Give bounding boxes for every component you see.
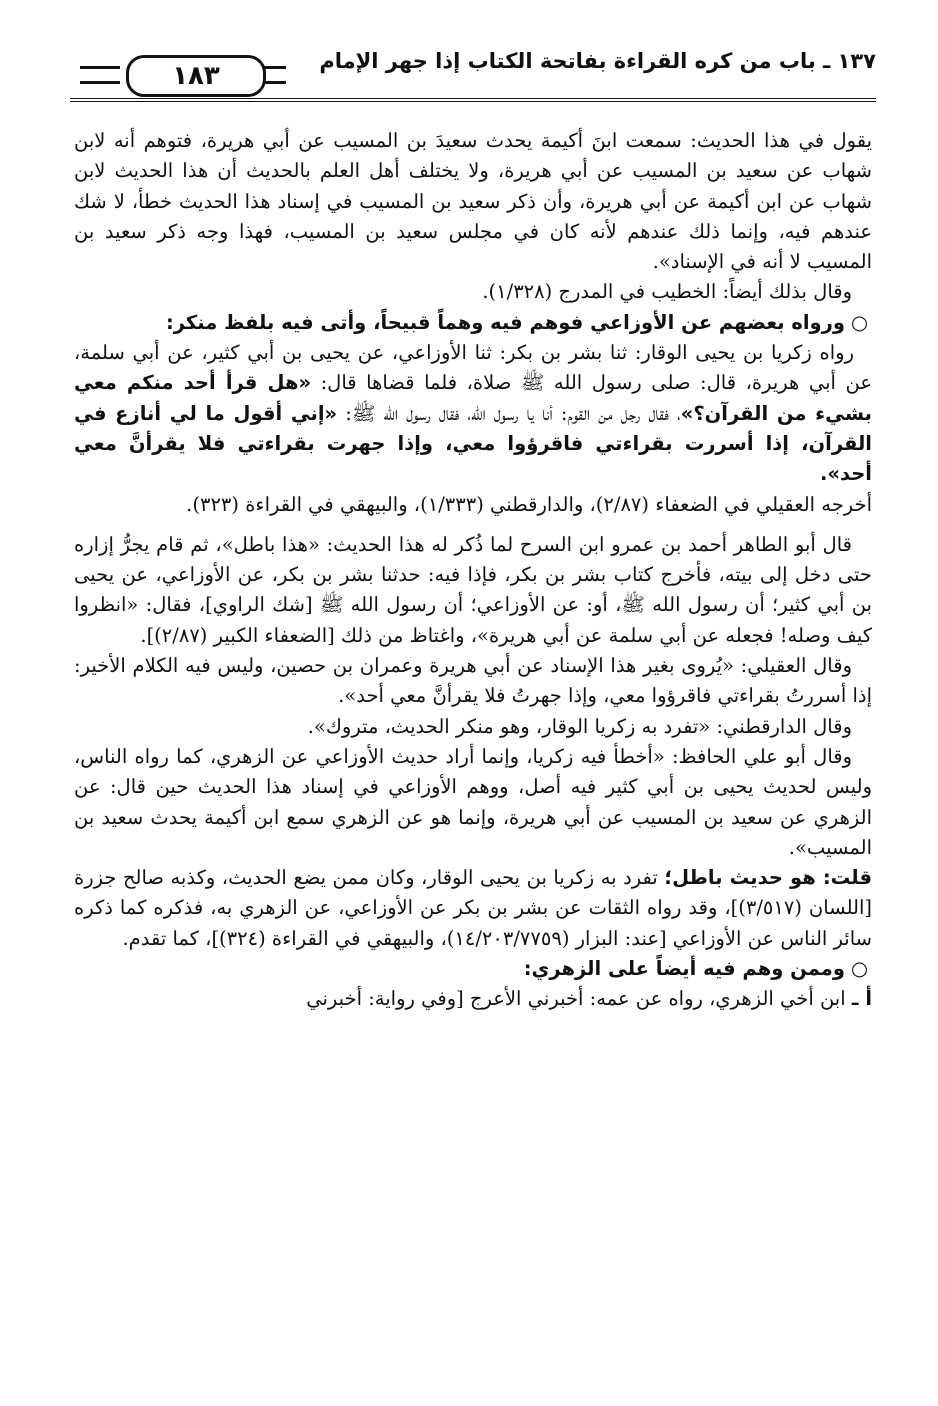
list-marker: أ ـ [851,987,872,1011]
section-heading [74,308,872,338]
text-run: رواه زكريا بن يحيى الوقار: ثنا بشر بن بكر: ثنا الأوزاعي، عن يحيى بن أبي كثير، عن أبي سلمة، عن أبي هريرة، قال: صلى رسول الله ﷺ صلاة، فلما قضاها قال: [74,341,872,395]
hadith-quote: «هل قرأ أحد منكم معي بشيء من القرآن؟» [74,371,872,425]
text-run: تفرد به زكريا بن يحيى الوقار، وكان ممن يضع الحديث، وكذبه صالح جزرة [اللسان (٣/٥١٧)]، وقد رواه الثقات عن بشر بن بكر عن الأوزاعي، عن الزهري به، فذكره كما ذكره سائر الناس عن الأوزاعي [عند: البزار (١٤/٢٠٣/٧٧٥٩)، والبيهقي في القراءة (٣٢٤)]، كما تقدم. [74,866,872,950]
section-heading-text: ورواه بعضهم عن الأوزاعي فوهم فيه وهماً قبيحاً، وأتى فيه بلفظ منكر: [166,310,845,334]
author-note-label: قلت: هو حديث باطل؛ [664,866,872,890]
paragraph [74,984,872,1014]
bullet-icon: ○ [850,310,868,334]
paragraph: وقال العقيلي: «يُروى بغير هذا الإسناد عن أبي هريرة وعمران بن حصين، وليس فيه الكلام الأخير: إذا أسررتُ بقراءتي فاقرؤوا معي، وإذا جهرتُ فلا يقرأنَّ معي أحد». [74,654,872,708]
bullet-icon: ○ [850,957,868,981]
paragraph: وقال الدارقطني: «تفرد به زكريا الوقار، وهو منكر الحديث، متروك». [307,714,852,738]
page-body [74,126,872,1015]
section-heading-text: وممن وهم فيه أيضاً على الزهري: [523,957,845,981]
text-run: ، فقال رجل من القوم: أنا يا رسول الله، فقال رسول الله ﷺ: [337,401,681,425]
paragraph: يقول في هذا الحديث: سمعت ابنَ أكيمة يحدث سعيدَ بن المسيب عن أبي هريرة، فتوهم أنه لابن شهاب عن سعيد بن المسيب عن أبي هريرة، ولا يختلف أهل العلم بالحديث أن هذا الحديث لابن شهاب عن ابن أكيمة عن أبي هريرة، وأن ذكر سعيد بن المسيب في إسناد هذا الحديث خطأ، لا شك عندهم فيه، وإنما ذلك عندهم لأنه كان في مجلس سعيد بن المسيب، فهذا وجه ذكر سعيد بن المسيب لا أنه في الإسناد». [74,129,872,274]
paragraph [74,863,872,954]
chapter-title: ١٣٧ ـ باب من كره القراءة بفاتحة الكتاب إذا جهر الإمام [319,49,876,73]
header-rule [70,98,876,102]
header-ornament-left [80,66,120,84]
spacer [74,520,872,530]
paragraph: وقال أبو علي الحافظ: «أخطأ فيه زكريا، وإنما أراد حديث الأوزاعي عن الزهري، كما رواه الناس، وليس لحديث يحيى بن أبي كثير فيه أصل، ووهم الأوزاعي في إسناد هذا الحديث حين قال: عن الزهري عن سعيد بن المسيب عن أبي هريرة، وإنما هو عن الزهري سمع ابن أكيمة يحدث سعيد بن المسيب». [74,744,872,859]
paragraph [74,338,872,489]
paragraph: أخرجه العقيلي في الضعفاء (٢/٨٧)، والدارقطني (١/٣٣٣)، والبيهقي في القراءة (٣٢٣). [186,492,872,516]
paragraph: وقال بذلك أيضاً: الخطيب في المدرج (١/٣٢٨). [482,280,852,304]
hadith-quote: «إني أقول ما لي أنازع في القرآن، إذا أسررت بقراءتي فاقرؤوا معي، وإذا جهرت بقراءتي فلا يقرأنَّ معي أحد». [74,401,872,486]
page-header [70,44,876,108]
section-heading [74,954,872,984]
page-number: ١٨٣ [126,55,266,97]
text-run: ابن أخي الزهري، رواه عن عمه: أخبرني الأعرج [وفي رواية: أخبرني [306,987,852,1011]
paragraph: قال أبو الطاهر أحمد بن عمرو ابن السرح لما ذُكر له هذا الحديث: «هذا باطل»، ثم قام يجرُّ إزاره حتى دخل إلى بيته، فأخرج كتاب بشر بن بكر، فإذا فيه: حدثنا بشر بن بكر، عن الأوزاعي، عن يحيى بن أبي كثير؛ أن رسول الله ﷺ، أو: عن الأوزاعي؛ أن رسول الله ﷺ [شك الراوي]، فقال: «انظروا كيف وصله! فجعله عن أبي سلمة عن أبي هريرة»، واغتاظ من ذلك [الضعفاء الكبير (٢/٨٧)]. [74,532,872,647]
